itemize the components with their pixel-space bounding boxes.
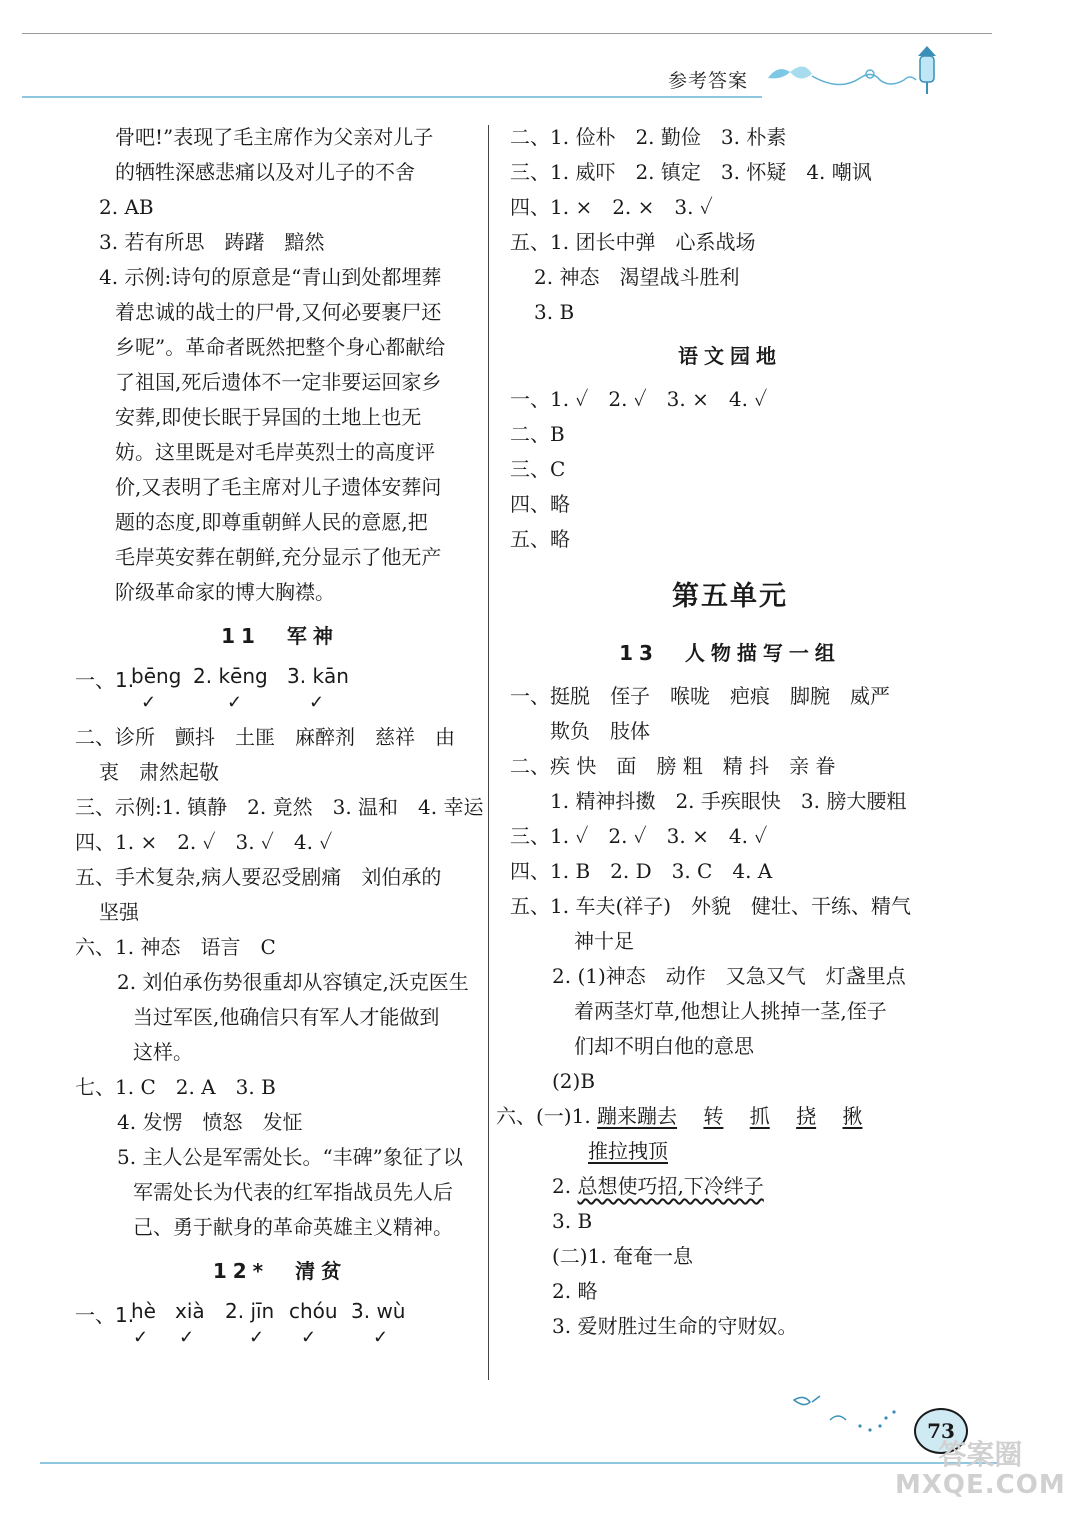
pinyin: 2. jīn	[225, 1299, 275, 1323]
answer-line-underlined	[510, 1134, 950, 1169]
answer-line: 毛岸英安葬在朝鲜,充分显示了他无产	[115, 545, 442, 569]
answer-line: 阶级革命家的博大胸襟。	[115, 580, 335, 604]
answer-line: 三、示例:1. 镇静 2. 竟然 3. 温和 4. 幸运	[75, 795, 484, 819]
answer-line: 二、疾 快 面 膀 粗 精 抖 亲 眷	[510, 754, 836, 778]
check-mark-icon: ✓	[141, 692, 157, 713]
answer-line: 四、1. × 2. ✓ 3. ✓ 4. ✓	[75, 830, 333, 854]
answer-line: 安葬,即使长眠于异国的土地上也无	[115, 405, 422, 429]
answer-line: 着忠诚的战士的尸骨,又何必要裹尸还	[115, 300, 442, 324]
answer-line: 2. 略	[552, 1279, 598, 1303]
answer-line: 七、1. C 2. A 3. B	[75, 1075, 276, 1099]
answer-line: 4. 示例:诗句的原意是“青山到处都埋葬	[99, 265, 442, 289]
answer-line: 1. 精神抖擞 2. 手疾眼快 3. 膀大腰粗	[550, 789, 907, 813]
wavy-underlined-answer: 总想使巧招,下冷绊子	[577, 1174, 764, 1198]
answer-line: 己、勇于献身的革命英雄主义精神。	[133, 1215, 453, 1239]
answer-line: 军需处长为代表的红军指战员先人后	[133, 1180, 453, 1204]
answer-line: 2. 神态 渴望战斗胜利	[534, 265, 740, 289]
pinyin: hè	[131, 1299, 156, 1323]
underlined-answer: 抓	[749, 1104, 770, 1128]
answer-line: 坚强	[99, 900, 139, 924]
answer-line: 2. AB	[99, 195, 154, 219]
answer-line: 妨。这里既是对毛岸英烈士的高度评	[115, 440, 435, 464]
pinyin-answer-row	[75, 662, 485, 720]
answer-line: 四、1. × 2. × 3. ✓	[510, 195, 713, 219]
page-number: 73	[914, 1408, 968, 1454]
answer-line: 五、1. 车夫(祥子) 外貌 健壮、干练、精气	[510, 894, 912, 918]
check-mark-icon: ✓	[309, 692, 325, 713]
answer-line: 的牺牲深感悲痛以及对儿子的不舍	[115, 160, 415, 184]
answer-line: 六、1. 神态 语言 C	[75, 935, 276, 959]
underlined-answer: 揪	[842, 1104, 863, 1128]
top-rule	[22, 33, 992, 34]
pinyin: bēng	[131, 664, 182, 688]
pinyin-answer-row	[75, 1297, 485, 1355]
answer-line: 5. 主人公是军需处长。“丰碑”象征了以	[117, 1145, 463, 1169]
answer-line: 二、1. 俭朴 2. 勤俭 3. 朴素	[510, 125, 787, 149]
section-title-yuwen-yuandi: 语文园地	[678, 344, 782, 368]
answer-line: 价,又表明了毛主席对儿子遗体安葬问	[115, 475, 442, 499]
watermark	[895, 1440, 1066, 1499]
answer-line: (二)1. 奄奄一息	[552, 1244, 694, 1268]
answer-line-underlined	[496, 1099, 950, 1134]
answer-line: 神十足	[574, 929, 634, 953]
answer-line: 乡呢”。革命者既然把整个身心都献给	[115, 335, 446, 359]
answer-line: 2. 刘伯承伤势很重却从容镇定,沃克医生	[117, 970, 469, 994]
answer-line: 3. B	[552, 1209, 593, 1233]
answer-line: 五、1. 团长中弹 心系战场	[510, 230, 756, 254]
answer-line: 五、手术复杂,病人要忍受剧痛 刘伯承的	[75, 865, 442, 889]
answer-line: 3. 若有所思 踌躇 黯然	[99, 230, 325, 254]
pinyin: chóu	[289, 1299, 338, 1323]
bird-dots-decoration-icon	[790, 1390, 920, 1440]
answer-line: 三、C	[510, 457, 566, 481]
pinyin: xià	[175, 1299, 205, 1323]
answer-line: 3. 爱财胜过生命的守财奴。	[552, 1314, 798, 1338]
answer-line: 这样。	[133, 1040, 193, 1064]
answer-line: 衷 肃然起敬	[99, 760, 219, 784]
check-mark-icon: ✓	[133, 1327, 149, 1348]
answer-line: 3. B	[534, 300, 575, 324]
right-column	[496, 120, 950, 1344]
check-mark-icon: ✓	[179, 1327, 195, 1348]
answer-line: 二、诊所 颤抖 土匪 麻醉剂 慈祥 由	[75, 725, 455, 749]
answer-line: 骨吧!”表现了毛主席作为父亲对儿子	[115, 125, 434, 149]
lesson-title-11: 11 军神	[221, 624, 339, 648]
column-divider	[488, 125, 489, 1380]
item-label: 一、1.	[75, 1303, 135, 1327]
butterfly-lamp-decoration-icon	[760, 44, 950, 96]
watermark-line2: MXQE.COM	[895, 1469, 1066, 1500]
check-mark-icon: ✓	[301, 1327, 317, 1348]
answer-line: 欺负 肢体	[550, 719, 650, 743]
pinyin: 3. wù	[351, 1299, 406, 1323]
answer-line: (2)B	[552, 1069, 596, 1093]
answer-line: 2. (1)神态 动作 又急又气 灯盏里点	[552, 964, 906, 988]
pinyin: 2. kēng	[193, 664, 268, 688]
underlined-answer: 挠	[796, 1104, 817, 1128]
lesson-title-12: 12* 清贫	[212, 1259, 348, 1283]
answer-line: 二、B	[510, 422, 565, 446]
answer-line: 三、1. 威吓 2. 镇定 3. 怀疑 4. 嘲讽	[510, 160, 872, 184]
check-mark-icon: ✓	[373, 1327, 389, 1348]
answer-line: 着两茎灯草,他想让人挑掉一茎,侄子	[574, 999, 887, 1023]
lesson-title-13: 13 人物描写一组	[619, 641, 841, 665]
answer-line: 当过军医,他确信只有军人才能做到	[133, 1005, 440, 1029]
answer-line: 五、略	[510, 527, 570, 551]
left-column	[75, 120, 485, 1355]
answer-line: 四、1. B 2. D 3. C 4. A	[510, 859, 773, 883]
answer-line: 们却不明白他的意思	[574, 1034, 754, 1058]
answer-line: 三、1. ✓ 2. ✓ 3. × 4. ✓	[510, 824, 768, 848]
answer-line: 一、1. ✓ 2. ✓ 3. × 4. ✓	[510, 387, 768, 411]
underlined-answer: 转	[703, 1104, 724, 1128]
answer-line: 一、挺脱 侄子 喉咙 疤痕 脚腕 威严	[510, 684, 890, 708]
underlined-answer: 推拉拽顶	[588, 1139, 668, 1163]
item-label: 一、1.	[75, 668, 135, 692]
header-rule	[22, 96, 762, 98]
check-mark-icon: ✓	[227, 692, 243, 713]
answer-line: 4. 发愣 愤怒 发怔	[117, 1110, 303, 1134]
unit-title: 第五单元	[672, 581, 788, 612]
header-title: 参考答案	[668, 70, 749, 92]
answer-line: 了祖国,死后遗体不一定非要运回家乡	[115, 370, 442, 394]
underlined-answer: 蹦来蹦去	[597, 1104, 678, 1128]
check-mark-icon: ✓	[249, 1327, 265, 1348]
watermark-line1: 答案圈	[938, 1438, 1023, 1471]
bottom-rule	[40, 1462, 997, 1464]
pinyin: 3. kān	[287, 664, 349, 688]
answer-line-wavy	[510, 1169, 950, 1204]
answer-line: 四、略	[510, 492, 570, 516]
item-label: 六、(一)1.	[496, 1104, 591, 1128]
item-label: 2.	[552, 1174, 572, 1198]
answer-line: 题的态度,即尊重朝鲜人民的意愿,把	[115, 510, 428, 534]
